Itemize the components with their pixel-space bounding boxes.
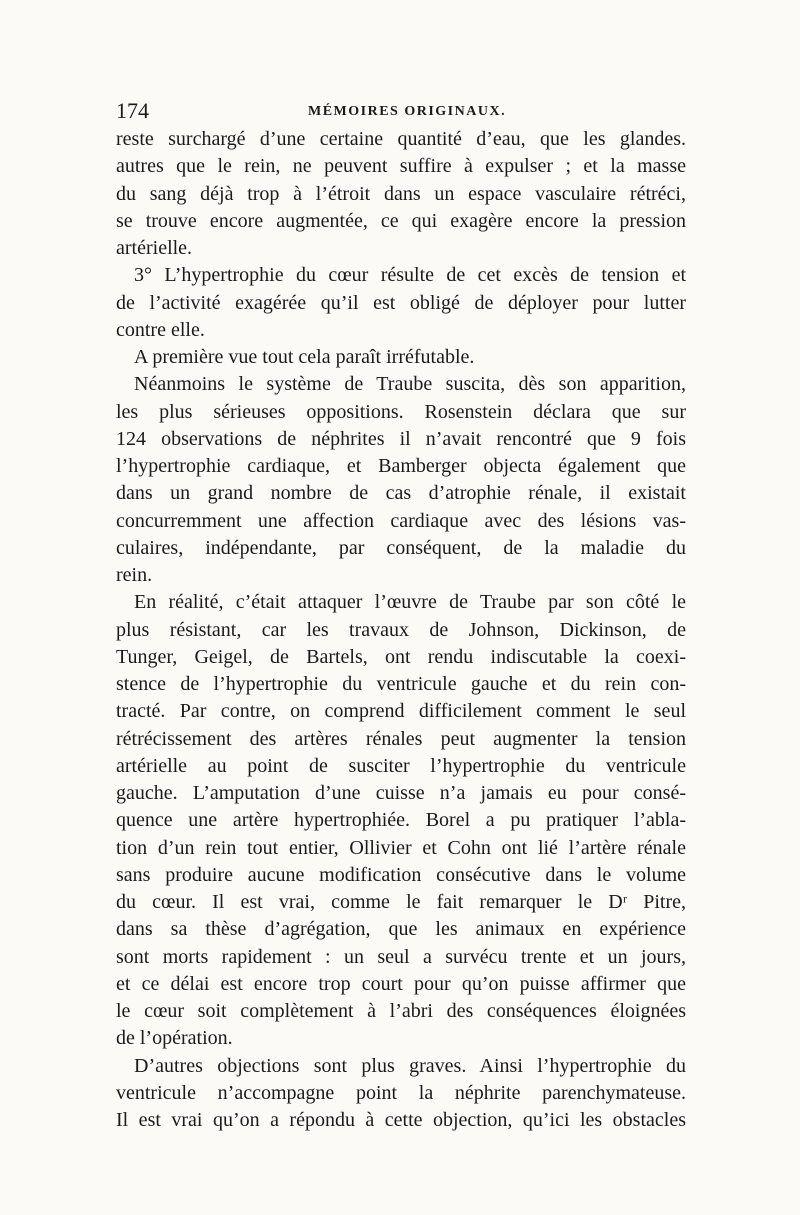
text-line: rétrécissement des artères rénales peut augmenter la tension bbox=[116, 727, 686, 750]
text-line: 3° L’hypertrophie du cœur résulte de cet excès de tension et bbox=[134, 264, 686, 287]
text-line: les plus sérieuses oppositions. Rosenstein déclara que sur bbox=[116, 400, 686, 423]
text-line: et ce délai est encore trop court pour qu’on puisse affirmer que bbox=[116, 972, 686, 995]
text-line: du sang déjà trop à l’étroit dans un espace vasculaire rétréci, bbox=[116, 182, 686, 205]
text-line: concurremment une affection cardiaque avec des lésions vas- bbox=[116, 509, 686, 532]
text-line: gauche. L’amputation d’une cuisse n’a jamais eu pour consé- bbox=[116, 782, 686, 804]
text-line: 124 observations de néphrites il n’avait rencontré que 9 fois bbox=[116, 427, 686, 450]
text-line: Tunger, Geigel, de Bartels, ont rendu indiscutable la coexi- bbox=[116, 645, 686, 668]
text-line: tion d’un rein tout entier, Ollivier et Cohn ont lié l’artère rénale bbox=[116, 836, 686, 859]
running-head: MÉMOIRES ORIGINAUX. bbox=[308, 104, 507, 119]
text-line: Néanmoins le système de Traube suscita, dès son apparition, bbox=[134, 373, 686, 396]
page-header bbox=[116, 98, 686, 128]
text-line: ventricule n’accompagne point la néphrite parenchymateuse. bbox=[116, 1081, 686, 1104]
text-line: du cœur. Il est vrai, comme le fait remarquer le Dʳ Pitre, bbox=[116, 891, 686, 913]
text-line: contre elle. bbox=[116, 318, 205, 341]
page-number: 174 bbox=[116, 98, 149, 123]
text-line: le cœur soit complètement à l’abri des conséquences éloignées bbox=[116, 1000, 686, 1022]
text-line: Il est vrai qu’on a répondu à cette objection, qu’ici les obstacles bbox=[116, 1109, 686, 1131]
text-line: A première vue tout cela paraît irréfutable. bbox=[134, 346, 475, 368]
text-line: dans sa thèse d’agrégation, que les animaux en expérience bbox=[116, 918, 686, 941]
text-line: plus résistant, car les travaux de Johnson, Dickinson, de bbox=[116, 618, 686, 641]
text-line: se trouve encore augmentée, ce qui exagère encore la pression bbox=[116, 209, 686, 232]
text-line: quence une artère hypertrophiée. Borel a pu pratiquer l’abla- bbox=[116, 809, 686, 832]
text-line: autres que le rein, ne peuvent suffire à expulser ; et la masse bbox=[116, 155, 686, 178]
text-line: artérielle au point de susciter l’hypertrophie du ventricule bbox=[116, 754, 686, 777]
body-text bbox=[116, 126, 686, 1134]
text-line: D’autres objections sont plus graves. Ainsi l’hypertrophie du bbox=[134, 1054, 686, 1077]
text-line: dans un grand nombre de cas d’atrophie rénale, il existait bbox=[116, 482, 686, 505]
text-line: artérielle. bbox=[116, 237, 193, 259]
text-line: stence de l’hypertrophie du ventricule gauche et du rein con- bbox=[116, 673, 686, 695]
text-line: de l’activité exagérée qu’il est obligé de déployer pour lutter bbox=[116, 291, 686, 314]
text-line: culaires, indépendante, par conséquent, de la maladie du bbox=[116, 536, 686, 559]
text-line: l’hypertrophie cardiaque, et Bamberger objecta également que bbox=[116, 455, 686, 477]
text-line: sont morts rapidement : un seul a survécu trente et un jours, bbox=[116, 945, 686, 968]
text-line: de l’opération. bbox=[116, 1027, 233, 1050]
text-line: tracté. Par contre, on comprend difficilement comment le seul bbox=[116, 700, 686, 723]
text-line: reste surchargé d’une certaine quantité d’eau, que les glandes. bbox=[116, 128, 686, 150]
text-line: En réalité, c’était attaquer l’œuvre de Traube par son côté le bbox=[134, 591, 686, 614]
text-line: rein. bbox=[116, 564, 153, 586]
text-line: sans produire aucune modification consécutive dans le volume bbox=[116, 863, 686, 886]
